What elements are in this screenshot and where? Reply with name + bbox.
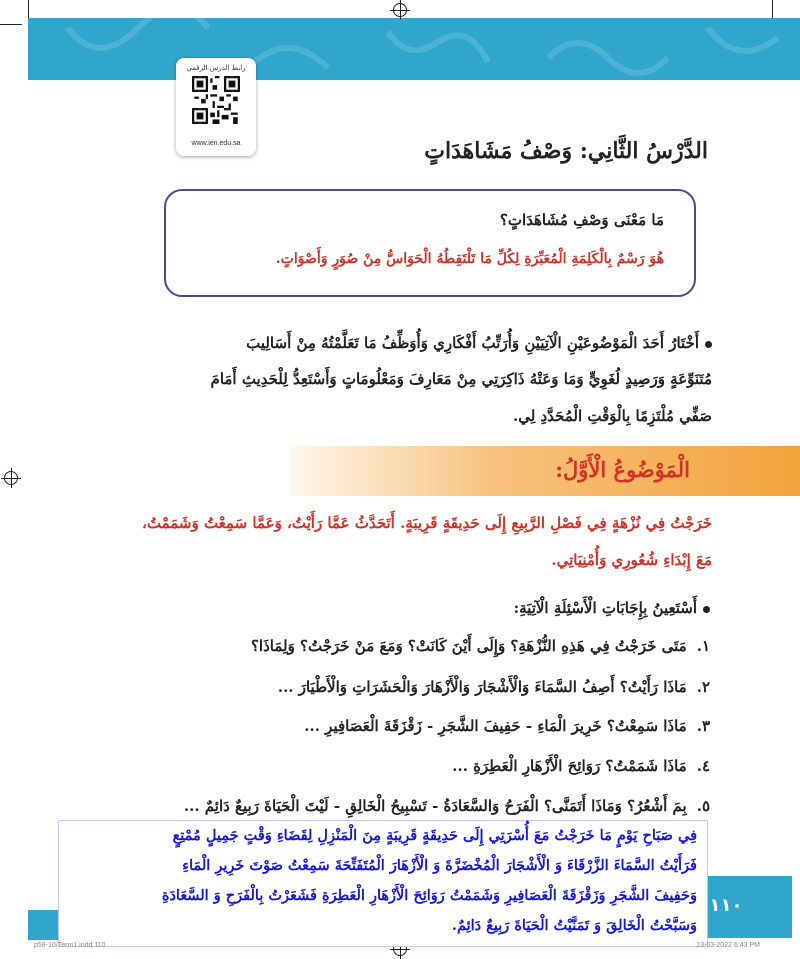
header-band — [28, 18, 800, 80]
question-item — [184, 797, 710, 815]
definition-box — [164, 189, 696, 297]
page-number: ١١٠ — [709, 895, 743, 916]
registration-mark-left — [4, 471, 18, 485]
answer-line-2: فَرَأَيْتُ السَّمَاءَ الزَّرْقَاءَ وَ الْأَشْجَارَ الْمُخْضَرَّةَ وَ الْأَزْهَارَ الْمُتَفَتِّحَةَ سَمِعْتُ صَوْتَ خَرِيرِ الْمَاءِ — [182, 857, 697, 874]
question-item — [304, 717, 710, 735]
intro-line-1 — [72, 334, 712, 352]
definition-answer: هُوَ رَسْمٌ بِالْكَلِمَةِ الْمُعَبِّرَةِ لِكُلِّ مَا تَلْتَقِطُهُ الْحَوَاسُّ مِنْ صُوَرٍ وَأَصْوَاتٍ. — [275, 251, 664, 267]
qr-label: رابط الدرس الرقمي — [186, 64, 246, 72]
answer-line-4: وَسَبَّحْتُ الْخَالِقَ وَ تَمَنَّيْتُ الْحَيَاةَ رَبِيعٌ دَائِمٌ. — [451, 917, 697, 934]
question-text: مَاذَا شَمَمْتُ؟ رَوَائِحَ الْأَزْهَارِ الْعَطِرَةِ ... — [452, 757, 687, 775]
crop-mark — [0, 24, 22, 25]
question-item — [251, 637, 710, 655]
header-decoration — [28, 18, 800, 80]
intro-line-2: مُتَنَوِّعَةٍ وَرَصِيدٍ لُغَوِيٍّ وَمَا وَعَتْهُ ذَاكِرَتِي مِنْ مَعَارِفَ وَمَعْلُومَاتٍ وَأَسْتَعِدُّ لِلْحَدِيثِ أَمَامَ — [210, 370, 712, 388]
question-item — [452, 757, 710, 775]
question-number: ١. — [696, 637, 710, 655]
question-text: مَاذَا سَمِعْتُ؟ خَرِيرَ الْمَاءِ - حَفِيفَ الشَّجَرِ - زَقْزَقَةَ الْعَصَافِيرِ ... — [304, 717, 687, 735]
intro-text: أَخْتَارُ أَحَدَ الْمَوْضُوعَيْنِ الْآتِيَيْنِ وَأُرَتِّبُ أَفْكَارِي وَأُوَظِّفُ مَا تَعَلَّمْتُهُ مِنْ أَسَالِيبَ — [246, 334, 699, 352]
definition-question: مَا مَعْنَى وَصْفِ مُشَاهَدَاتٍ؟ — [499, 211, 664, 229]
question-item — [278, 678, 710, 696]
registration-mark-top — [393, 3, 407, 17]
qr-code-icon — [192, 76, 240, 124]
answer-line-1: فِي صَبَاحِ يَوْمٍ مَا خَرَجْتُ مَعَ أُسْرَتِي إِلَى حَدِيقَةٍ قَرِيبَةٍ مِنَ الْمَنْزِلِ لِقَضَاءِ وَقْتٍ جَمِيلٍ مُمْتِعٍ — [172, 827, 697, 844]
intro-line-3: صَفِّي مُلْتَزِمًا بِالْوَقْتِ الْمُحَدَّدِ لِي. — [512, 407, 712, 425]
questions-header — [514, 599, 710, 617]
crop-mark — [28, 0, 29, 20]
answer-line-3: وَحَفِيفَ الشَّجَرِ وَزَقْزَقَةَ الْعَصَافِيرِ وَشَمَمْتُ رَوَائِحَ الْأَزْهَارِ الْعَطِرَةِ فَشَعَرْتُ بِالْفَرَحِ وَ السَّعَادَةِ — [161, 887, 697, 904]
prompt-line-2: مَعَ إِبْدَاءِ شُعُورِي وَأُمْنِيَاتِي. — [551, 551, 712, 569]
question-text: مَاذَا رَأَيْتُ؟ أَصِفُ السَّمَاءَ وَالْأَشْجَارَ وَالْأَزْهَارَ وَالْحَشَرَاتِ وَالْأَطْيَارَ ... — [277, 678, 687, 696]
qr-card[interactable] — [176, 58, 256, 156]
question-number: ٤. — [696, 757, 710, 775]
footer-file-name: p58-10/Term1.indd 110 — [34, 942, 106, 949]
question-number: ٥. — [696, 797, 710, 815]
lesson-title: الدَّرْسُ الثَّانِي: وَصْفُ مَشَاهَدَاتٍ — [424, 138, 708, 164]
answer-box[interactable] — [58, 820, 708, 947]
qr-url[interactable]: www.ien.edu.sa — [191, 140, 241, 147]
topic-title: الْمَوْضُوعُ الْأَوَّلُ: — [555, 457, 690, 482]
topic-band — [290, 446, 800, 496]
question-text: مَتَى خَرَجْتُ فِي هَذِهِ النُّزْهَةِ؟ وَإِلَى أَيْنَ كَانَتْ؟ وَمَعَ مَنْ خَرَجْتُ؟ وَلِمَاذَا؟ — [250, 637, 687, 655]
question-number: ٣. — [696, 717, 710, 735]
bullet-icon — [705, 341, 712, 348]
prompt-line-1: خَرَجْتُ فِي نُزْهَةٍ فِي فَصْلِ الرَّبِيعِ إِلَى حَدِيقَةٍ قَرِيبَةٍ. أَتَحَدَّثُ عَمَّا رَأَيْتُ، وَعَمَّا سَمِعْتُ وَشَمَمْتُ، — [142, 514, 712, 532]
footer-timestamp: 13-03-2022 6:43 PM — [696, 942, 760, 949]
bullet-icon — [703, 606, 710, 613]
question-number: ٢. — [696, 678, 710, 696]
questions-header-text: أَسْتَعِينُ بِإِجَابَاتِ الْأَسْئِلَةِ الْآتِيَةِ: — [513, 599, 697, 617]
question-text: بِمَ أَشْعُرُ؟ وَمَاذَا أَتَمَنَّى؟ الْفَرَحُ وَالسَّعَادَةُ - تَسْبِيحُ الْخَالِقِ - لَيْتَ الْحَيَاةَ رَبِيعٌ دَائِمٌ ... — [183, 797, 687, 815]
crop-mark — [772, 0, 773, 20]
